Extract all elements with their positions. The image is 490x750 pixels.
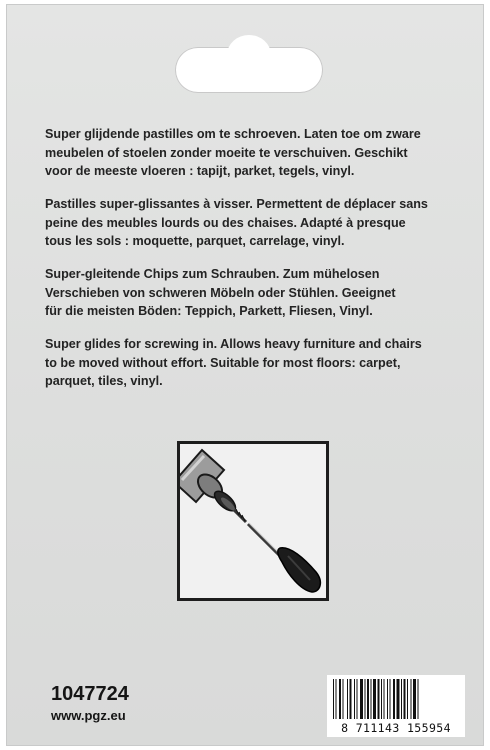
description-line: für die meisten Böden: Teppich, Parkett, Fliesen, Vinyl. — [45, 304, 373, 318]
website-url: www.pgz.eu — [51, 708, 126, 723]
description-french — [45, 195, 465, 251]
description-dutch — [45, 125, 465, 181]
description-line: Super glijdende pastilles om te schroeven. Laten toe om zware — [45, 127, 421, 141]
description-german — [45, 265, 465, 321]
description-line: Super glides for screwing in. Allows heavy furniture and chairs — [45, 337, 422, 351]
ean-barcode-icon — [327, 675, 465, 737]
barcode-number: 8 711143 155954 — [341, 721, 451, 735]
hang-hole — [175, 47, 323, 93]
description-english — [45, 335, 465, 391]
description-line: Verschieben von schweren Möbeln oder Stühlen. Geeignet — [45, 285, 396, 300]
description-line: to be moved without effort. Suitable for most floors: carpet, — [45, 355, 401, 370]
description-line: meubelen of stoelen zonder moeite te verschuiven. Geschikt — [45, 145, 408, 160]
description-line: peine des meubles lourds ou des chaises. Adapté à presque — [45, 215, 406, 230]
packaging-card — [6, 4, 484, 746]
description-line: Pastilles super-glissantes à visser. Permettent de déplacer sans — [45, 197, 428, 211]
description-line: tous les sols : moquette, parquet, carrelage, vinyl. — [45, 234, 345, 248]
article-number: 1047724 — [51, 683, 129, 705]
description-line: Super-gleitende Chips zum Schrauben. Zum mühelosen — [45, 267, 380, 281]
description-line: voor de meeste vloeren : tapijt, parket, tegels, vinyl. — [45, 164, 355, 178]
description-line: parquet, tiles, vinyl. — [45, 374, 163, 388]
screwdriver-mounting-glide-icon — [177, 441, 329, 601]
